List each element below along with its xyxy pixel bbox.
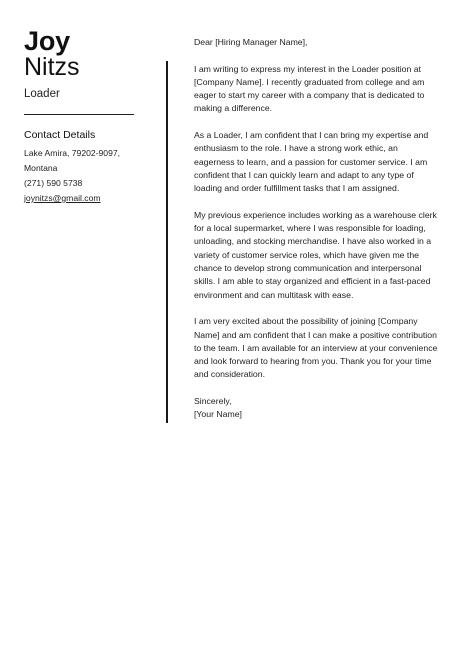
paragraph-4: I am very excited about the possibility of joining [Company Name] and am confident that I can make a positive contribution to the team. I am available for an interview at your convenience and look forward to hearing from you. Thank you for your time and consideration. xyxy=(194,316,438,380)
phone-number: (271) 590 5738 xyxy=(24,178,83,188)
paragraph-1: I am writing to express my interest in the Loader position at [Company Name]. I recently graduated from college and am eager to start my career with a company that is dedicated to making a difference. xyxy=(194,63,425,114)
paragraph-2: As a Loader, I am confident that I can bring my expertise and enthusiasm to the role. I have a strong work ethic, an eagerness to learn, and a passion for customer service. I am confident that I can quickly learn and adapt to any type of loading and order fulfillment tasks that I am assigned. xyxy=(194,130,429,194)
last-name: Nitzs xyxy=(24,53,80,81)
signature: [Your Name] xyxy=(194,409,242,420)
contact-details-heading: Contact Details xyxy=(24,129,96,141)
first-name: Joy xyxy=(24,26,70,56)
address-line-1: Lake Amira, 79202-9097, xyxy=(24,148,121,158)
address-line-2: Montana xyxy=(24,163,58,173)
paragraph-3: My previous experience includes working as a warehouse clerk for a local supermarket, where I was responsible for loading, unloading, and stocking merchandise. I have also worked in a variety of customer service roles, which have given me the chance to develop strong communication and interpersonal skills. I am able to stay organized and efficient in a fast-paced environment and can multitask with ease. xyxy=(194,209,437,300)
job-title: Loader xyxy=(24,88,60,100)
contact-details xyxy=(24,146,136,206)
closing-block xyxy=(194,395,440,422)
letter-body xyxy=(194,36,440,435)
email-link[interactable]: joynitzs@gmail.com xyxy=(24,193,101,203)
vertical-divider xyxy=(166,61,168,423)
greeting: Dear [Hiring Manager Name], xyxy=(194,37,308,47)
sidebar xyxy=(24,28,136,206)
closing: Sincerely, xyxy=(194,396,232,407)
header-divider xyxy=(24,114,134,115)
